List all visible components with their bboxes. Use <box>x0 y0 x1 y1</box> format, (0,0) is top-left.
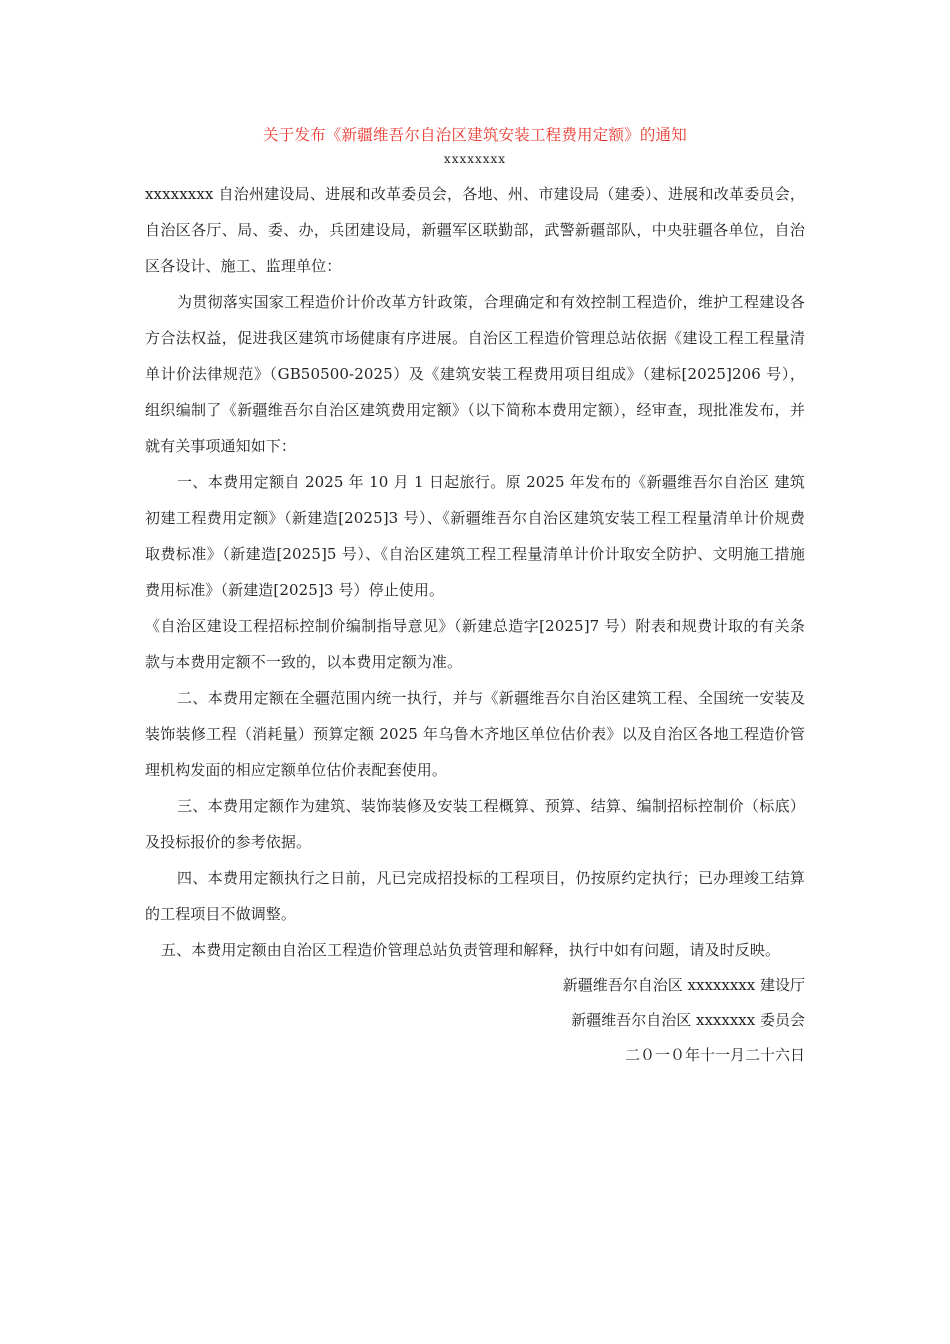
item-5-paragraph: 五、本费用定额由自治区工程造价管理总站负责管理和解释，执行中如有问题，请及时反映。 <box>161 941 781 959</box>
signature-date: 二０一０年十一月二十六日 <box>624 1046 805 1064</box>
signature-line-2: 新疆维吾尔自治区 xxxxxxx 委员会 <box>571 1011 805 1029</box>
item-1-paragraph: 一、本费用定额自 2025 年 10 月 1 日起旅行。原 2025 年发布的《新疆维吾尔自治区 建筑初建工程费用定额》（新建造[2025]3 号）、《新疆维吾尔自治区建筑安装工程工程量清单计价规费取费标准》（新建造[2025]5 号）、《自治区建筑工程工程量清单计价计取安全防护、文明施工措施费用标准》（新建造[2025]3 号）停止使用。 <box>145 473 805 599</box>
item-3-paragraph: 三、本费用定额作为建筑、装饰装修及安装工程概算、预算、结算、编制招标控制价（标底）及投标报价的参考依据。 <box>145 797 805 851</box>
document-subtitle: xxxxxxxx <box>443 152 507 166</box>
intro-paragraph: 为贯彻落实国家工程造价计价改革方针政策，合理确定和有效控制工程造价，维护工程建设各方合法权益，促进我区建筑市场健康有序进展。自治区工程造价管理总站依据《建设工程工程量清单计价法律规范》（GB50500-2025）及《建筑安装工程费用项目组成》（建标[2025]206 号），组织编制了《新疆维吾尔自治区建筑费用定额》（以下简称本费用定额），经审查，现批准发布，并就有关事项通知如下： <box>145 293 805 455</box>
addressee-paragraph: xxxxxxxx 自治州建设局、进展和改革委员会，各地、州、市建设局（建委）、进展和改革委员会，自治区各厅、局、委、办，兵团建设局，新疆军区联勤部，武警新疆部队，中央驻疆各单位，自治区各设计、施工、监理单位： <box>145 185 805 275</box>
item-2-paragraph: 二、本费用定额在全疆范围内统一执行，并与《新疆维吾尔自治区建筑工程、全国统一安装及装饰装修工程（消耗量）预算定额 2025 年乌鲁木齐地区单位估价表》以及自治区各地工程造价管理机构发面的相应定额单位估价表配套使用。 <box>145 689 805 779</box>
item-1-continuation: 《自治区建设工程招标控制价编制指导意见》（新建总造字[2025]7 号）附表和规费计取的有关条款与本费用定额不一致的，以本费用定额为准。 <box>145 617 805 671</box>
signature-block <box>145 968 805 1073</box>
item-4-paragraph: 四、本费用定额执行之日前，凡已完成招投标的工程项目，仍按原约定执行；已办理竣工结算的工程项目不做调整。 <box>145 869 805 923</box>
signature-line-1: 新疆维吾尔自治区 xxxxxxxx 建设厅 <box>562 976 805 994</box>
document-page <box>145 122 805 1073</box>
document-title: 关于发布《新疆维吾尔自治区建筑安装工程费用定额》的通知 <box>263 126 687 144</box>
